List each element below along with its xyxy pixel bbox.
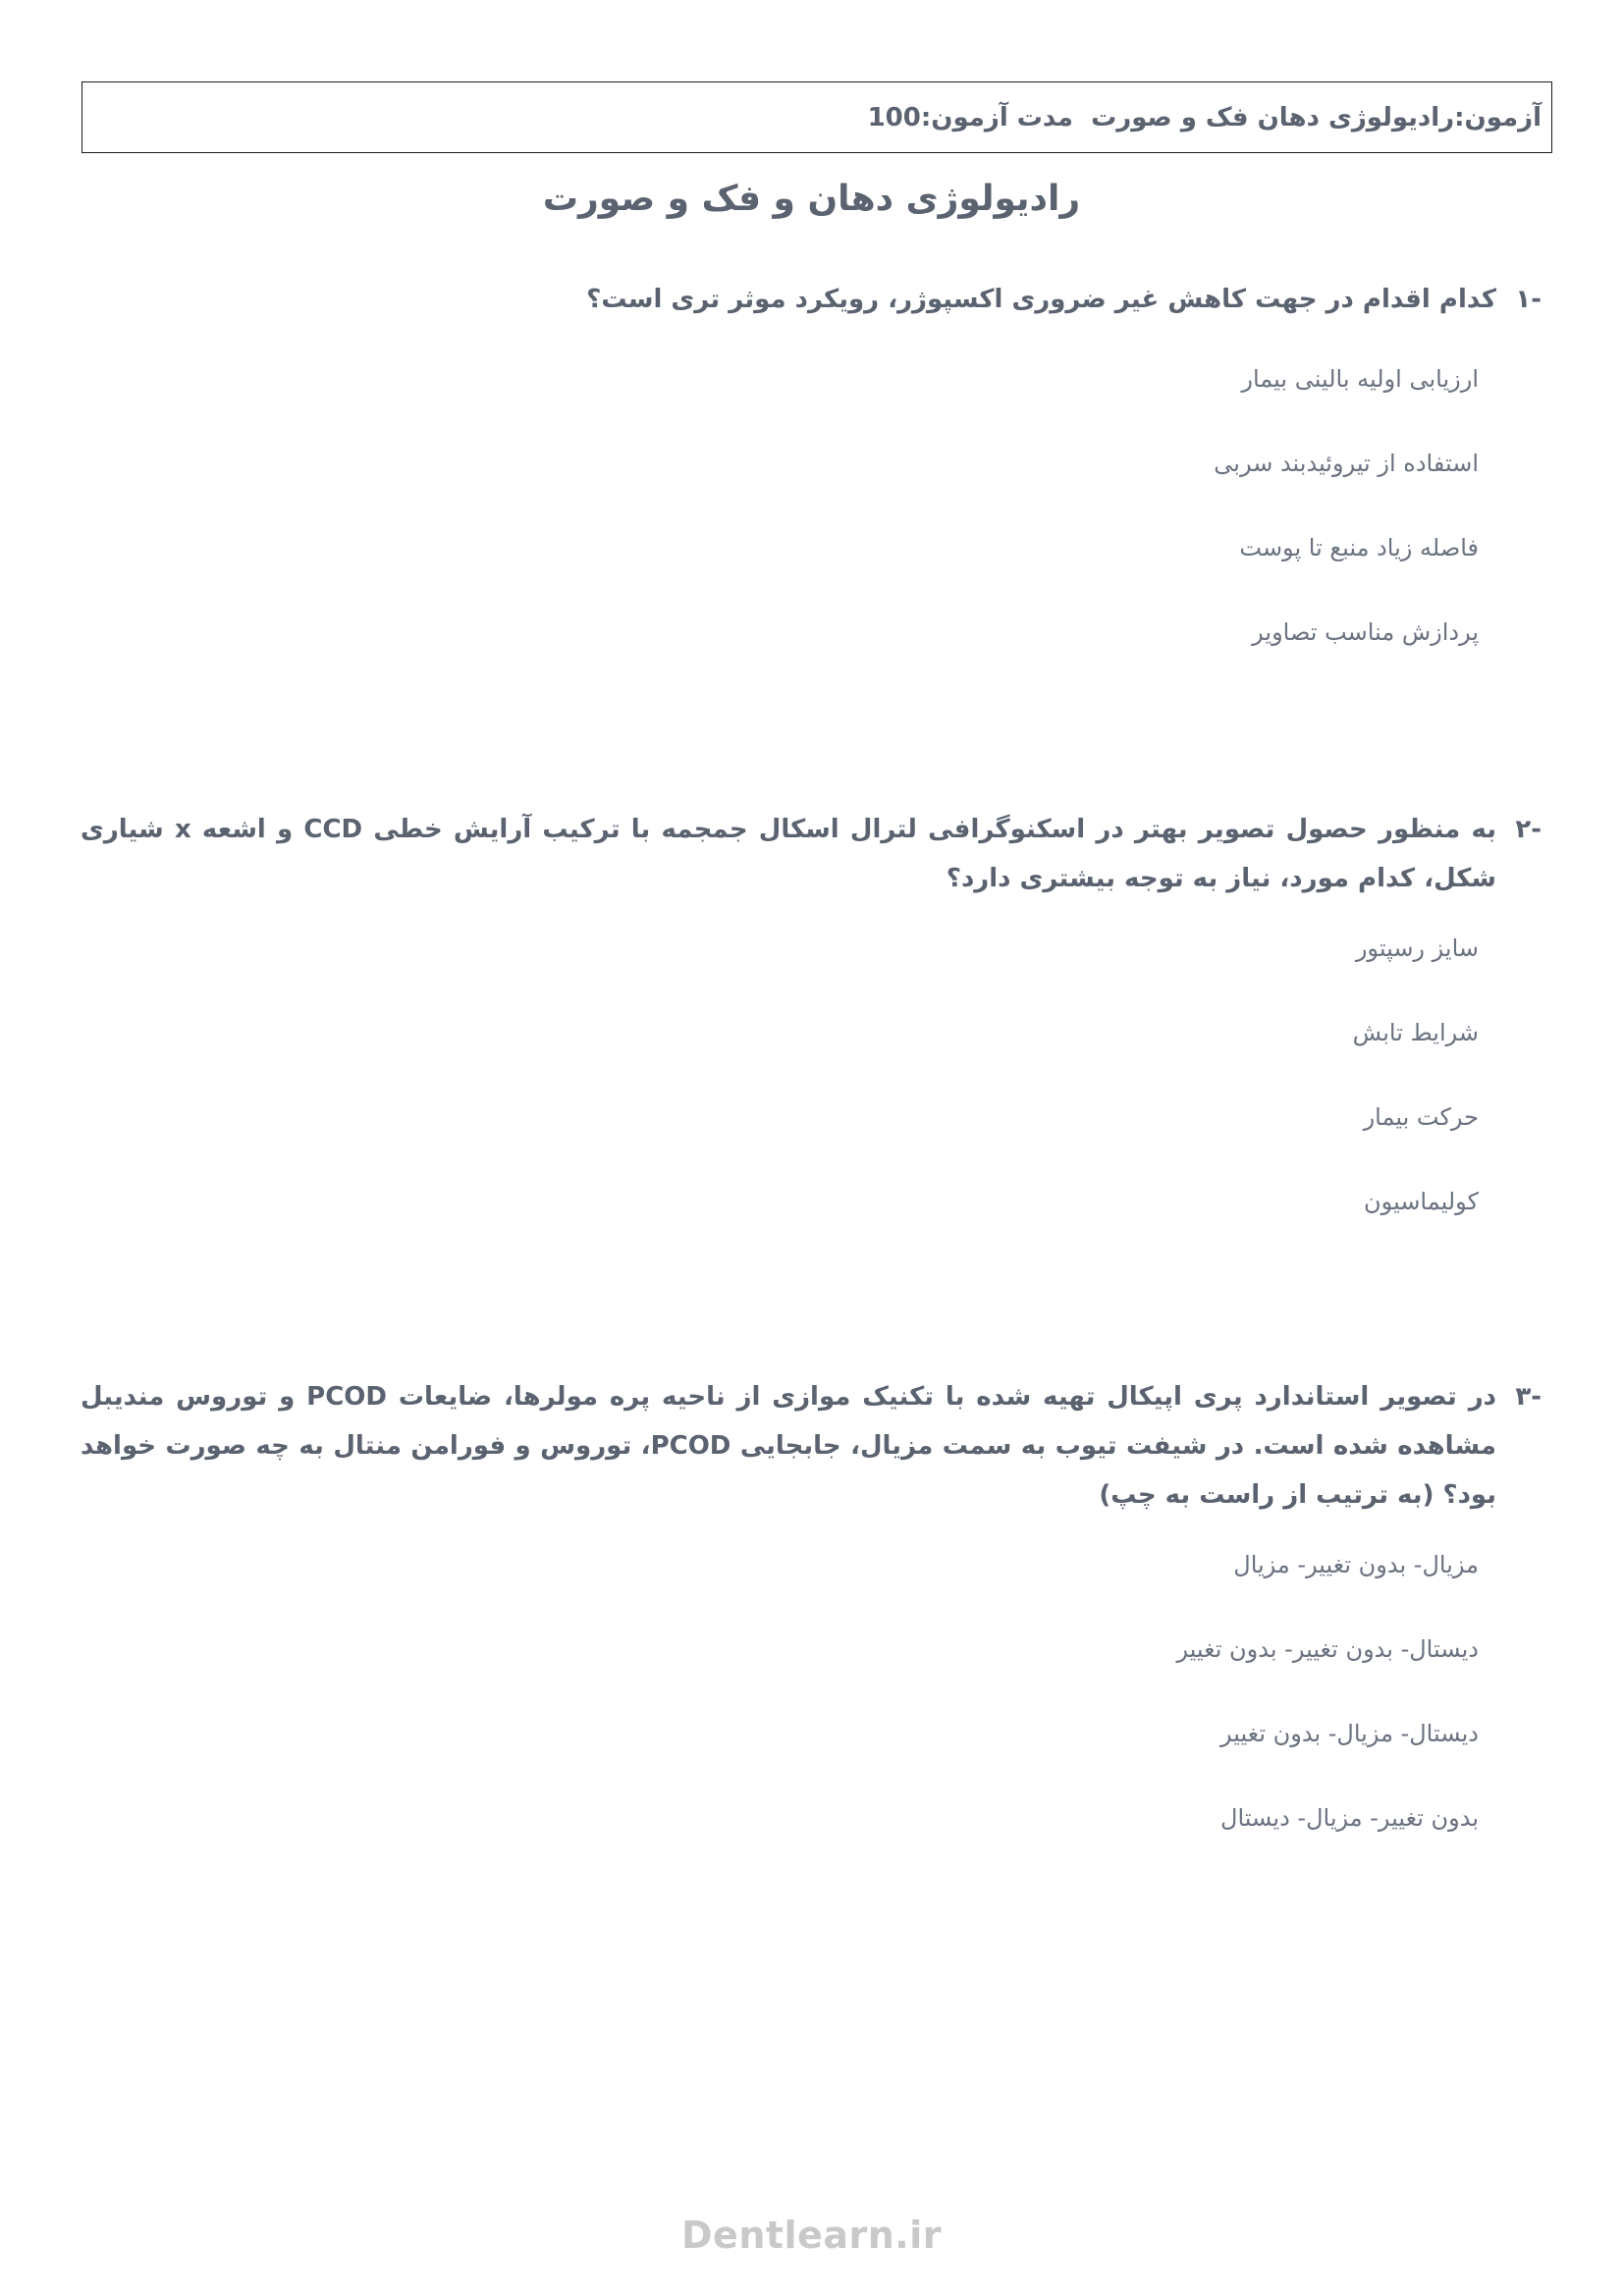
question-text: کدام اقدام در جهت کاهش غیر ضروری اکسپوژر، رویکرد موثر تری است؟ xyxy=(586,285,1496,314)
option-2[interactable]: استفاده از تیروئیدبند سربی xyxy=(1214,450,1479,477)
option-1[interactable]: ارزیابی اولیه بالینی بیمار xyxy=(1241,365,1479,393)
option-3[interactable]: فاصله زیاد منبع تا پوست xyxy=(1239,534,1479,561)
watermark-footer: Dentlearn.ir xyxy=(681,2214,942,2257)
exam-header-box xyxy=(81,81,1552,153)
option-4[interactable]: کولیماسیون xyxy=(1364,1188,1479,1215)
option-4[interactable]: بدون تغییر- مزیال- دیستال xyxy=(1220,1804,1479,1832)
question-number: -۲ xyxy=(1515,815,1542,844)
option-1[interactable]: مزیال- بدون تغییر- مزیال xyxy=(1233,1551,1479,1578)
question-1 xyxy=(128,275,1542,699)
options-list xyxy=(81,1547,1479,1885)
option-4[interactable]: پردازش مناسب تصاویر xyxy=(1252,618,1479,646)
options-list xyxy=(128,361,1479,699)
option-3[interactable]: حرکت بیمار xyxy=(1363,1103,1479,1131)
question-text: به منظور حصول تصویر بهتر در اسکنوگرافی لترال اسکال جمجمه با ترکیب آرایش خطی CCD و اشعه x شیاری شکل، کدام مورد، نیاز به توجه بیشتری دارد؟ xyxy=(81,815,1497,893)
options-list xyxy=(81,931,1479,1268)
exam-header-label: آزمون:رادیولوژی دهان فک و صورت مدت آزمون:100 xyxy=(867,102,1542,133)
question-text: در تصویر استاندارد پری اپیکال تهیه شده با تکنیک موازی از ناحیه پره مولرها، ضایعات PCOD و توروس مندیبل مشاهده شده است. در شیفت تیوب به سمت مزیال، جابجایی PCOD، توروس و فورامن منتال به چه صورت خواهد بود؟ (به ترتیب از راست به چپ) xyxy=(81,1382,1497,1510)
question-number: -۱ xyxy=(1515,285,1542,314)
question-2 xyxy=(81,805,1542,1268)
page-title: رادیولوژی دهان و فک و صورت xyxy=(542,179,1081,219)
question-3 xyxy=(81,1372,1542,1885)
option-2[interactable]: دیستال- بدون تغییر- بدون تغییر xyxy=(1176,1635,1479,1663)
option-2[interactable]: شرایط تابش xyxy=(1352,1019,1479,1046)
option-1[interactable]: سایز رسپتور xyxy=(1355,934,1479,962)
question-number: -۳ xyxy=(1515,1382,1542,1412)
option-3[interactable]: دیستال- مزیال- بدون تغییر xyxy=(1220,1720,1479,1747)
